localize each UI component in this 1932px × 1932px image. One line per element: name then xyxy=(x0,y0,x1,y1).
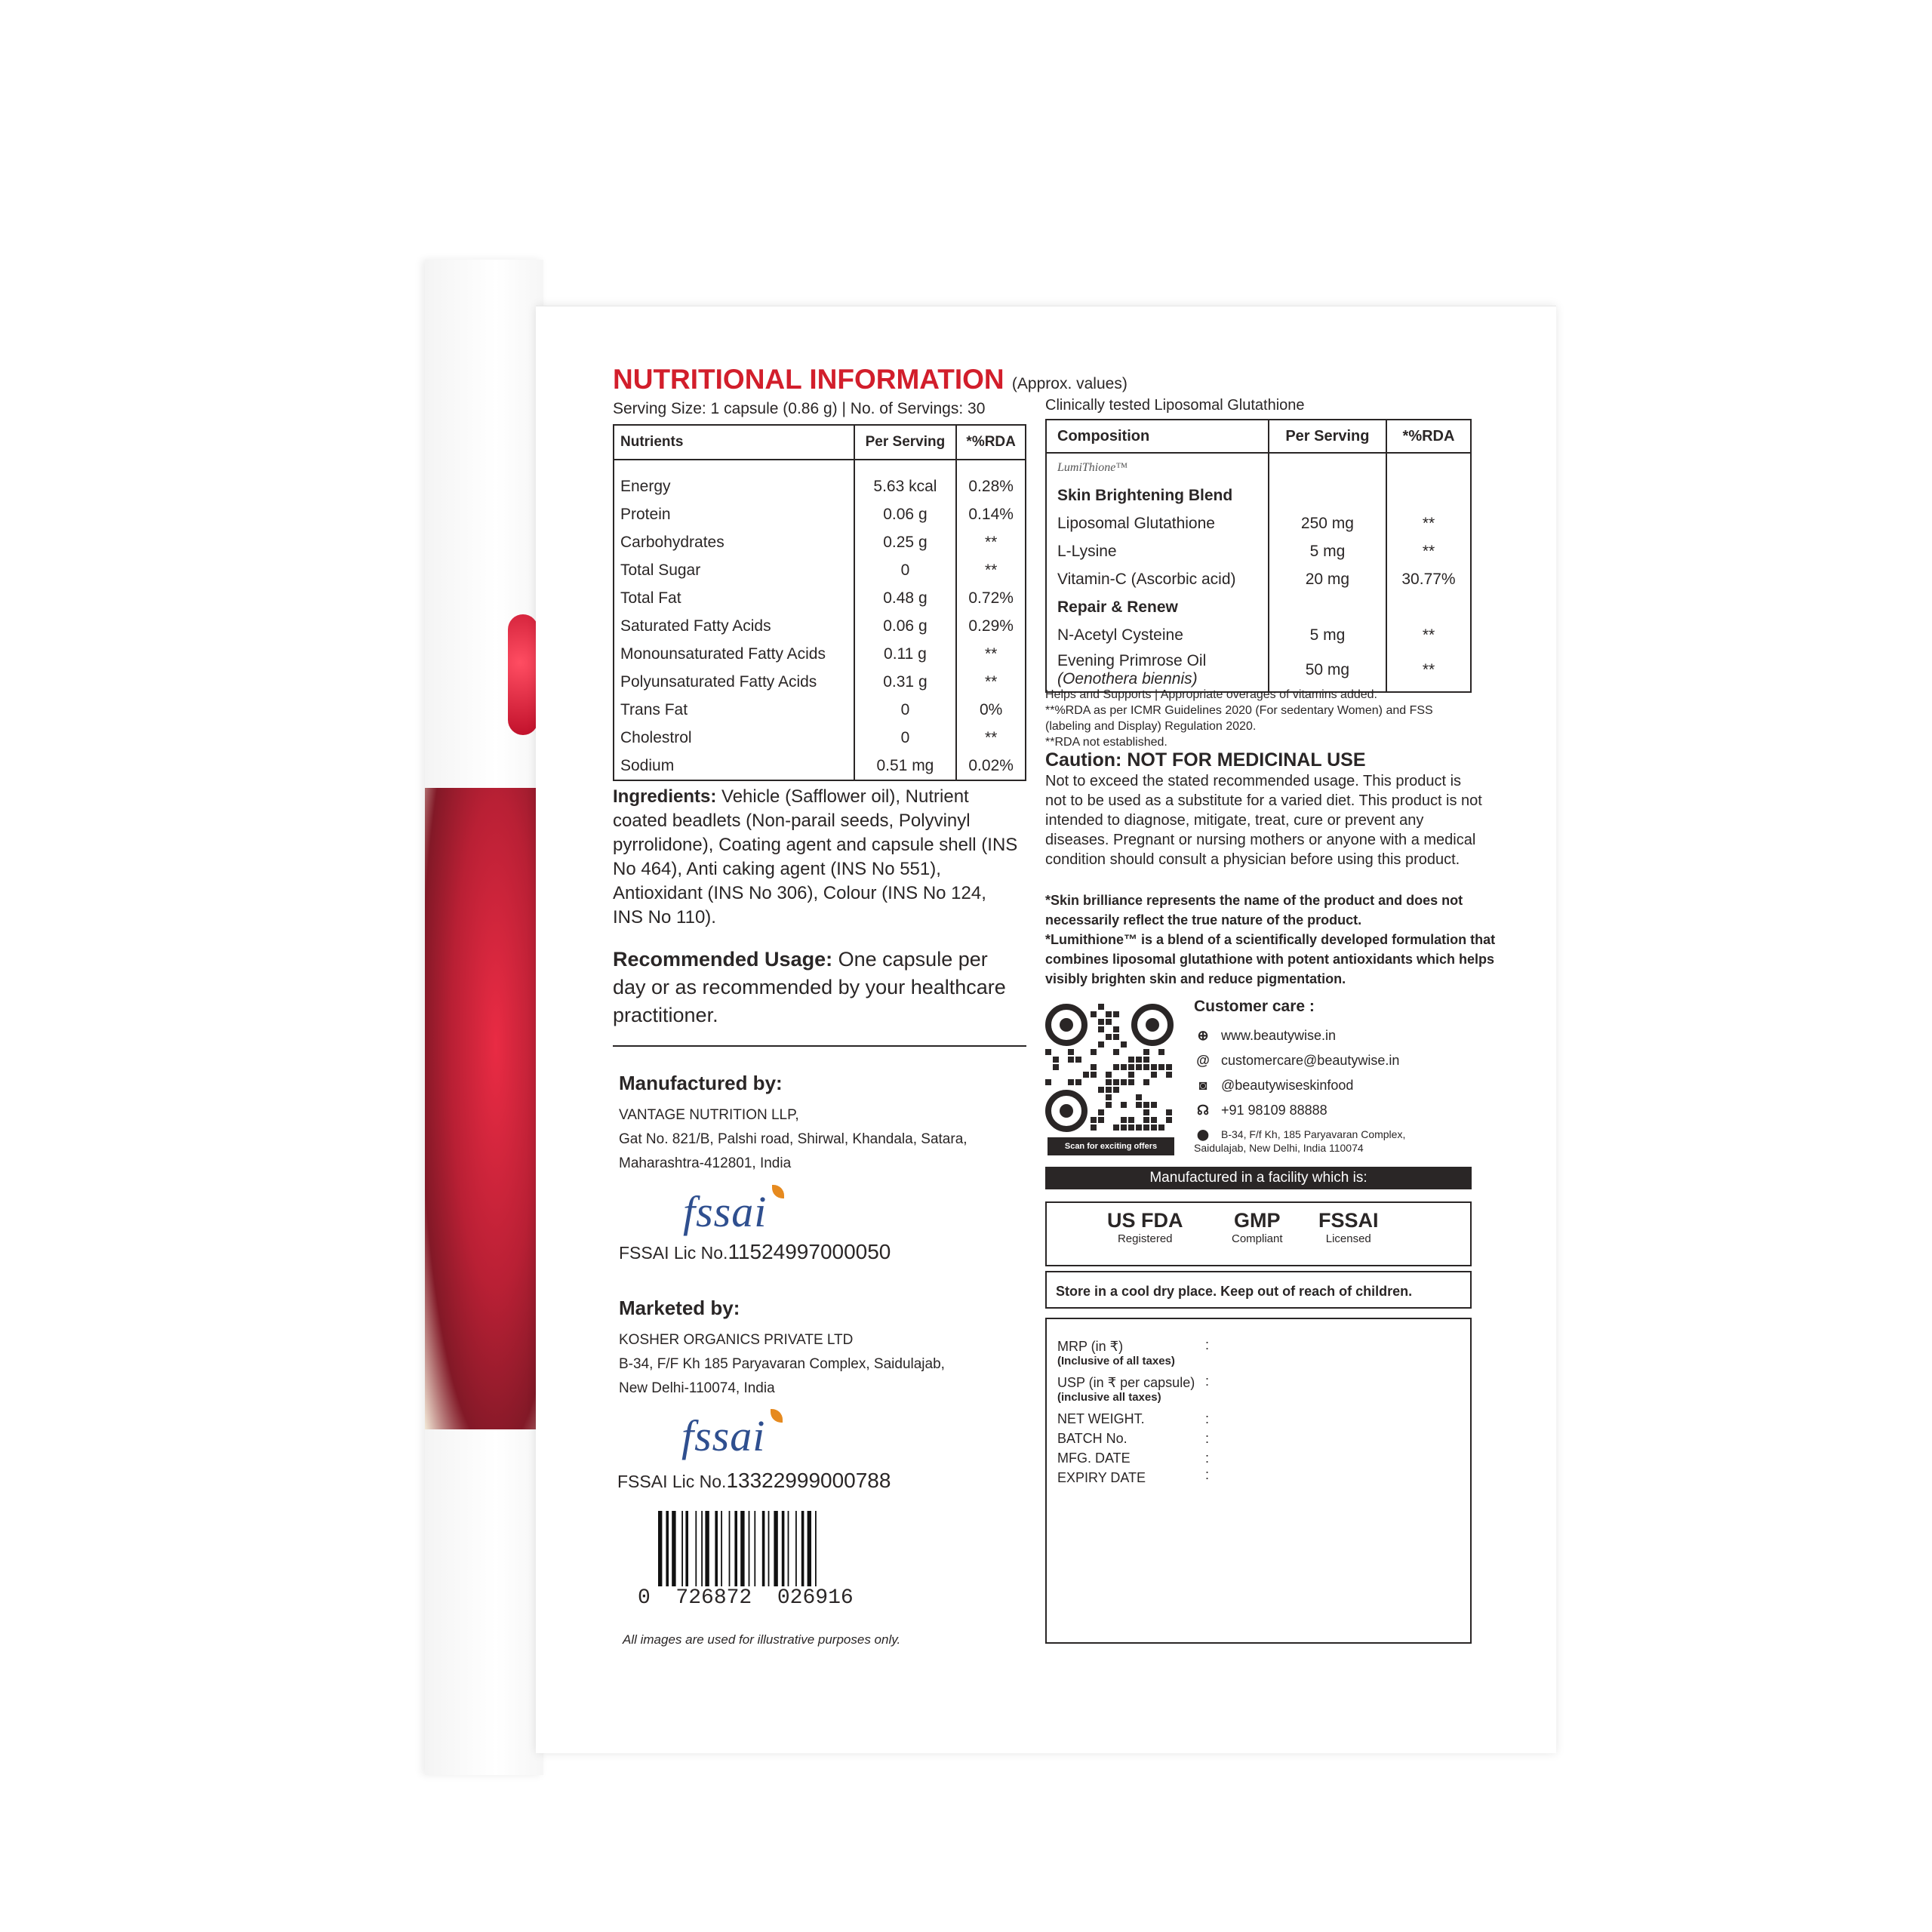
table-row: Cholestrol 0 ** xyxy=(614,724,1026,752)
website-link[interactable]: ⊕ www.beautywise.in xyxy=(1194,1028,1336,1044)
at-icon: @ xyxy=(1196,1053,1210,1068)
headset-icon: ☊ xyxy=(1197,1103,1209,1118)
manufacturer-license: FSSAI Lic No.11524997000050 xyxy=(619,1240,891,1263)
column-header: *%RDA xyxy=(956,425,1026,460)
capsules-image xyxy=(425,788,543,1429)
qr-code[interactable] xyxy=(1045,1004,1174,1132)
mfg-date-label: MFG. DATE xyxy=(1057,1451,1131,1466)
mrp-label: MRP (in ₹) (Inclusive of all taxes) xyxy=(1057,1339,1175,1367)
caution-text: Not to exceed the stated recommended usage. This product is not to be used as a substitute for a varied diet. This product is not intended to diagnose, mitigate, treat, cure or prevent any diseases. Pregnant or nursing mothers or anyone with a medical condition should consult a physician before using this product. xyxy=(1045,773,1482,868)
column-header: Nutrients xyxy=(614,425,854,460)
marketer-address: KOSHER ORGANICS PRIVATE LTD B-34, F/F Kh 185 Paryavaran Complex, Saidulajab, New Delhi-110074, India xyxy=(619,1332,945,1396)
ingredients: Ingredients: Vehicle (Safflower oil), Nutrient coated beadlets (Non-parail seeds, Polyvinyl pyrrolidone), Coating agent and capsule shell (INS No 464), Anti caking agent (INS No 551), Antioxidant (INS No 306), Colour (INS No 124, INS No 110). xyxy=(613,786,1018,928)
nutrition-table xyxy=(613,424,1026,781)
composition-table xyxy=(1045,419,1472,693)
email-link[interactable]: @ customercare@beautywise.in xyxy=(1194,1053,1399,1069)
net-weight-label: NET WEIGHT. xyxy=(1057,1411,1145,1426)
table-row: Trans Fat 0 0% xyxy=(614,696,1026,724)
box-side-panel xyxy=(425,260,543,1775)
nutrition-title: NUTRITIONAL INFORMATION (Approx. values) xyxy=(613,364,1128,395)
table-row: Total Fat 0.48 g 0.72% xyxy=(614,584,1026,612)
qr-label: Scan for exciting offers xyxy=(1048,1137,1174,1155)
table-row: L-Lysine 5 mg ** xyxy=(1046,537,1471,565)
table-row: Protein 0.06 g 0.14% xyxy=(614,500,1026,528)
manufacturer-address: VANTAGE NUTRITION LLP, Gat No. 821/B, Palshi road, Shirwal, Khandala, Satara, Maharashtra-412801, India xyxy=(619,1107,968,1171)
phone-link[interactable]: ☊ +91 98109 88888 xyxy=(1194,1103,1327,1118)
customer-care-title: Customer care : xyxy=(1194,998,1315,1015)
red-drop-image xyxy=(508,614,538,735)
storage-note: Store in a cool dry place. Keep out of reach of children. xyxy=(1045,1271,1472,1309)
manufacturer-title: Manufactured by: xyxy=(619,1072,783,1094)
price-panel: MRP (in ₹) (Inclusive of all taxes) : USP (in ₹ per capsule) (inclusive all taxes) : NET WEIGHT. : BATCH No. : MFG. DATE : EXPIRY DATE : xyxy=(1045,1318,1472,1644)
certifications xyxy=(1045,1201,1472,1266)
globe-icon: ⊕ xyxy=(1197,1028,1209,1043)
batch-label: BATCH No. xyxy=(1057,1431,1128,1446)
barcode-number: 0 726872 026916 xyxy=(638,1586,854,1610)
marketer-title: Marketed by: xyxy=(619,1297,740,1319)
facility-bar: Manufactured in a facility which is: xyxy=(1045,1167,1472,1189)
marketer-license: FSSAI Lic No.13322999000788 xyxy=(617,1469,891,1492)
fssai-logo: fssai xyxy=(681,1409,787,1462)
table-row: Total Sugar 0 ** xyxy=(614,556,1026,584)
table-row: N-Acetyl Cysteine 5 mg ** xyxy=(1046,621,1471,649)
table-row: Saturated Fatty Acids 0.06 g 0.29% xyxy=(614,612,1026,640)
table-row: Monounsaturated Fatty Acids 0.11 g ** xyxy=(614,640,1026,668)
divider xyxy=(613,1045,1026,1047)
cert-badge: FSSAI Licensed xyxy=(1318,1209,1379,1245)
group-heading: Repair & Renew xyxy=(1057,598,1178,616)
table-row: Sodium 0.51 mg 0.02% xyxy=(614,752,1026,780)
instagram-icon: ◙ xyxy=(1198,1078,1208,1093)
column-header: Composition xyxy=(1046,420,1269,453)
instagram-link[interactable]: ◙ @beautywiseskinfood xyxy=(1194,1078,1353,1094)
brand-logo-text: LumiThione™ xyxy=(1057,460,1128,474)
fssai-logo: fssai xyxy=(683,1185,789,1238)
group-heading: Skin Brightening Blend xyxy=(1057,486,1233,504)
table-row: Carbohydrates 0.25 g ** xyxy=(614,528,1026,556)
caution-title: Caution: NOT FOR MEDICINAL USE xyxy=(1045,749,1366,771)
column-header: Per Serving xyxy=(1269,420,1386,453)
cert-badge: GMP Compliant xyxy=(1232,1209,1283,1245)
column-header: *%RDA xyxy=(1386,420,1471,453)
table-row: Vitamin-C (Ascorbic acid) 20 mg 30.77% xyxy=(1046,565,1471,593)
table-row: Polyunsaturated Fatty Acids 0.31 g ** xyxy=(614,668,1026,696)
table-row: Evening Primrose Oil (Oenothera biennis) 50 mg ** xyxy=(1046,649,1471,692)
column-header: Per Serving xyxy=(854,425,957,460)
table-row: Energy 5.63 kcal 0.28% xyxy=(614,460,1026,500)
address: ⬤ B-34, F/f Kh, 185 Paryavaran Complex, Saidulajab, New Delhi, India 110074 xyxy=(1194,1128,1406,1154)
location-pin-icon: ⬤ xyxy=(1197,1128,1209,1140)
expiry-date-label: EXPIRY DATE xyxy=(1057,1470,1146,1485)
table-row: Liposomal Glutathione 250 mg ** xyxy=(1046,509,1471,537)
composition-caption: Clinically tested Liposomal Glutathione xyxy=(1045,397,1305,414)
footnotes: Helps and Supports | Appropriate overages of vitamins added. **%RDA as per ICMR Guidelines 2020 (For sedentary Women) and FSS (labeling and Display) Regulation 2020. **RDA not established. xyxy=(1045,688,1433,749)
usp-label: USP (in ₹ per capsule) (inclusive all taxes) xyxy=(1057,1375,1195,1404)
recommended-usage: Recommended Usage: One capsule per day or as recommended by your healthcare practitioner. xyxy=(613,948,1006,1026)
serving-size: Serving Size: 1 capsule (0.86 g) | No. of Servings: 30 xyxy=(613,400,986,417)
illustrative-note: All images are used for illustrative purposes only. xyxy=(623,1632,901,1647)
brand-notes: *Skin brilliance represents the name of the product and does not necessarily reflect the true nature of the product. *Lumithione™ is a blend of a scientifically developed formulation that combines liposomal glutathione with potent antioxidants which helps visibly brighten skin and reduce pigmentation. xyxy=(1045,893,1496,986)
cert-badge: US FDA Registered xyxy=(1107,1209,1183,1245)
